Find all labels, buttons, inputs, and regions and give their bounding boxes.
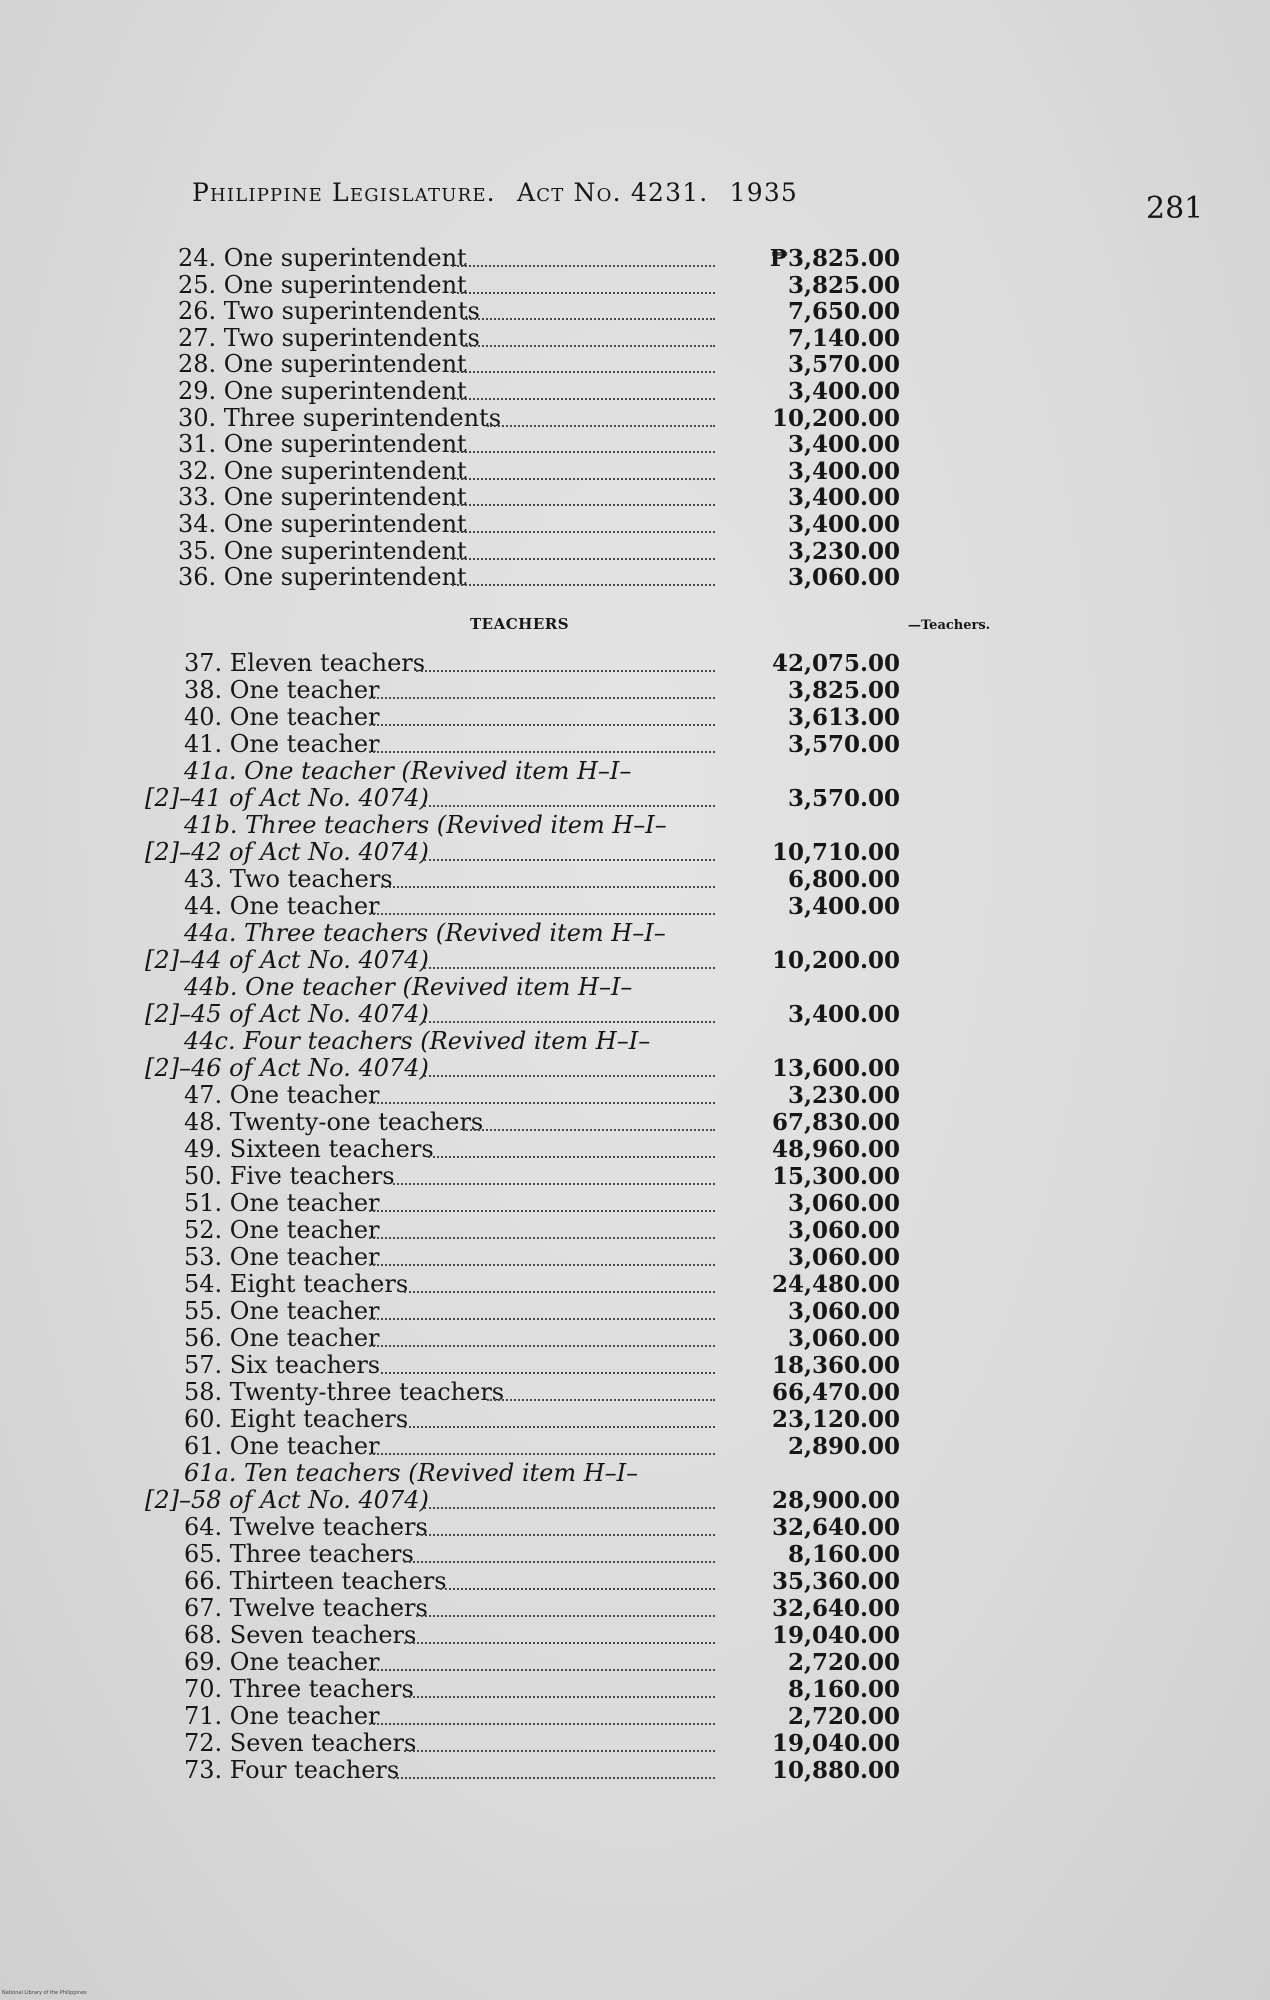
line-item-label: 38. One teacher [184,676,380,704]
line-item-label: 69. One teacher [184,1648,380,1676]
line-item-label: 44b. One teacher (Revived item H–I– [184,973,633,1001]
line-item-label: 48. Twenty-one teachers [184,1108,484,1136]
line-item [0,1217,1270,1244]
dot-leader [404,1696,715,1698]
line-item [0,947,1270,974]
dot-leader [452,531,715,533]
line-item-amount: 3,825.00 [787,677,900,704]
line-item [0,812,1270,839]
dot-leader [404,1426,715,1428]
dot-leader [369,724,715,726]
line-item [0,1622,1270,1649]
line-item [0,1514,1270,1541]
header-year: 1935 [729,178,799,207]
dot-leader [404,1750,715,1752]
dot-leader [424,1075,715,1077]
line-item-label: [2]–44 of Act No. 4074) [145,946,429,974]
line-item-amount: 2,720.00 [787,1703,900,1730]
line-item-label: 66. Thirteen teachers [184,1567,447,1595]
header-title: Philippine Legislature. [192,178,496,207]
line-item-label: 36. One superintendent [178,563,467,591]
line-item [0,1568,1270,1595]
line-item [0,866,1270,893]
line-item-label: 53. One teacher [184,1243,380,1271]
dot-leader [452,558,715,560]
running-head [192,178,810,207]
line-item [0,1460,1270,1487]
line-item [0,1055,1270,1082]
line-item [0,677,1270,704]
line-item-label: 60. Eight teachers [184,1405,409,1433]
line-item-label: 54. Eight teachers [184,1270,409,1298]
line-item-label: [2]–58 of Act No. 4074) [145,1486,429,1514]
dot-leader [369,751,715,753]
line-item-amount: 10,880.00 [771,1757,900,1784]
line-item [0,1028,1270,1055]
line-item [0,272,1270,299]
line-item [0,1001,1270,1028]
line-item-label: 27. Two superintendents [178,324,480,352]
line-item-amount: 19,040.00 [771,1730,900,1757]
line-item [0,785,1270,812]
line-item-amount: 8,160.00 [787,1541,900,1568]
line-item [0,484,1270,511]
line-item [0,405,1270,432]
dot-leader [452,292,715,294]
line-item [0,974,1270,1001]
dot-leader [452,504,715,506]
line-item [0,1352,1270,1379]
line-item-amount: 32,640.00 [771,1514,900,1541]
line-item [0,1190,1270,1217]
line-item-amount: 35,360.00 [771,1568,900,1595]
line-item [0,1379,1270,1406]
line-item-label: 52. One teacher [184,1216,380,1244]
header-act: Act No. 4231. [516,178,709,207]
line-item [0,538,1270,565]
line-item-amount: 3,060.00 [787,1190,900,1217]
line-item-amount: 7,650.00 [787,298,900,325]
line-item-label: 58. Twenty-three teachers [184,1378,505,1406]
line-item-label: 40. One teacher [184,703,380,731]
dot-leader [369,1318,715,1320]
line-item-label: [2]–45 of Act No. 4074) [145,1000,429,1028]
line-item [0,458,1270,485]
line-item-amount: 19,040.00 [771,1622,900,1649]
line-item-label: 44. One teacher [184,892,380,920]
line-item [0,1406,1270,1433]
line-item-label: 50. Five teachers [184,1162,395,1190]
line-item-amount: 10,200.00 [771,405,900,432]
line-item [0,1271,1270,1298]
line-item [0,1649,1270,1676]
dot-leader [424,1021,715,1023]
line-item [0,839,1270,866]
line-item [0,378,1270,405]
line-item-label: 34. One superintendent [178,510,467,538]
line-item-amount: 48,960.00 [771,1136,900,1163]
section-heading: TEACHERS [470,615,570,633]
line-item-amount: 3,230.00 [787,538,900,565]
line-item [0,704,1270,731]
line-item-amount: 18,360.00 [771,1352,900,1379]
dot-leader [424,805,715,807]
dot-leader [452,398,715,400]
line-item-label: 44a. Three teachers (Revived item H–I– [184,919,666,947]
line-item [0,1109,1270,1136]
line-item-amount: 7,140.00 [787,325,900,352]
line-item [0,1541,1270,1568]
line-item-label: 57. Six teachers [184,1351,381,1379]
line-item-label: 37. Eleven teachers [184,649,426,677]
dot-leader [452,265,715,267]
line-item-amount: 3,060.00 [787,564,900,591]
dot-leader [369,1345,715,1347]
dot-leader [440,1588,715,1590]
dot-leader [369,1453,715,1455]
line-item-amount: 3,230.00 [787,1082,900,1109]
line-item [0,298,1270,325]
line-item-label: 33. One superintendent [178,483,467,511]
line-item-amount: 2,720.00 [787,1649,900,1676]
line-item [0,920,1270,947]
line-item [0,1487,1270,1514]
line-item [0,650,1270,677]
line-item-label: 73. Four teachers [184,1756,400,1784]
line-item-label: 49. Sixteen teachers [184,1135,434,1163]
line-item [0,1595,1270,1622]
line-item [0,1757,1270,1784]
line-item [0,1730,1270,1757]
dot-leader [404,1291,715,1293]
line-item [0,1298,1270,1325]
line-item-label: 25. One superintendent [178,271,467,299]
line-item-label: 43. Two teachers [184,865,393,893]
line-item-amount: 28,900.00 [771,1487,900,1514]
line-item-label: 55. One teacher [184,1297,380,1325]
line-item-label: 24. One superintendent [178,244,467,272]
dot-leader [369,1237,715,1239]
line-item-amount: 42,075.00 [771,650,900,677]
line-item-amount: 3,060.00 [787,1325,900,1352]
line-item-label: [2]–41 of Act No. 4074) [145,784,429,812]
line-item [0,564,1270,591]
dot-leader [416,1615,715,1617]
line-item [0,1676,1270,1703]
dot-leader [487,1399,715,1401]
line-item-amount: 3,400.00 [787,511,900,538]
line-item-amount: 3,400.00 [787,458,900,485]
dot-leader [428,1156,715,1158]
dot-leader [369,1210,715,1212]
dot-leader [369,913,715,915]
line-item [0,431,1270,458]
dot-leader [369,1723,715,1725]
line-item [0,1082,1270,1109]
line-item-amount: 3,060.00 [787,1298,900,1325]
line-item-amount: 3,825.00 [787,272,900,299]
line-item-label: 31. One superintendent [178,430,467,458]
line-item-amount: 2,890.00 [787,1433,900,1460]
line-item [0,1244,1270,1271]
footer-note: National Library of the Philippines [2,1990,87,1996]
line-item-label: 61a. Ten teachers (Revived item H–I– [184,1459,639,1487]
line-item-label: 41a. One teacher (Revived item H–I– [184,757,632,785]
dot-leader [369,1102,715,1104]
line-item-label: 56. One teacher [184,1324,380,1352]
line-item-amount: 3,400.00 [787,893,900,920]
line-item-label: 51. One teacher [184,1189,380,1217]
dot-leader [369,697,715,699]
line-item-amount: 3,400.00 [787,484,900,511]
dot-leader [369,1264,715,1266]
line-item [0,245,1270,272]
line-item-amount: 3,570.00 [787,731,900,758]
line-item-label: 47. One teacher [184,1081,380,1109]
line-item-label: 29. One superintendent [178,377,467,405]
line-item-amount: 10,200.00 [771,947,900,974]
dot-leader [463,318,715,320]
dot-leader [424,967,715,969]
line-item [0,351,1270,378]
line-item-amount: 8,160.00 [787,1676,900,1703]
line-item-label: 26. Two superintendents [178,297,480,325]
page-number: 281 [1146,191,1204,226]
dot-leader [424,859,715,861]
line-item [0,758,1270,785]
line-item-amount: 3,613.00 [787,704,900,731]
line-item [0,511,1270,538]
line-item-amount: 32,640.00 [771,1595,900,1622]
line-item-amount: 3,400.00 [787,378,900,405]
line-item [0,325,1270,352]
line-item-amount: ₱3,825.00 [769,245,900,272]
dot-leader [393,1183,715,1185]
line-item-amount: 3,060.00 [787,1217,900,1244]
line-item-amount: 3,570.00 [787,351,900,378]
dot-leader [404,1642,715,1644]
line-item-amount: 23,120.00 [771,1406,900,1433]
margin-note: —Teachers. [908,618,991,633]
dot-leader [416,670,715,672]
line-item-amount: 67,830.00 [771,1109,900,1136]
line-item [0,731,1270,758]
line-item-label: [2]–46 of Act No. 4074) [145,1054,429,1082]
line-item [0,1136,1270,1163]
line-item-amount: 10,710.00 [771,839,900,866]
dot-leader [452,451,715,453]
line-item [0,1163,1270,1190]
dot-leader [452,584,715,586]
dot-leader [404,1561,715,1563]
dot-leader [393,1777,715,1779]
line-item-amount: 15,300.00 [771,1163,900,1190]
dot-leader [452,478,715,480]
line-item-label: 65. Three teachers [184,1540,414,1568]
line-item-label: 32. One superintendent [178,457,467,485]
line-item-label: 64. Twelve teachers [184,1513,428,1541]
line-item-label: 44c. Four teachers (Revived item H–I– [184,1027,651,1055]
dot-leader [487,425,715,427]
line-item-label: 61. One teacher [184,1432,380,1460]
dot-leader [369,1669,715,1671]
line-item-label: 71. One teacher [184,1702,380,1730]
dot-leader [463,1129,715,1131]
line-item-label: 70. Three teachers [184,1675,414,1703]
dot-leader [381,886,715,888]
line-item-amount: 6,800.00 [787,866,900,893]
line-item-amount: 3,060.00 [787,1244,900,1271]
line-item-amount: 24,480.00 [771,1271,900,1298]
dot-leader [381,1372,715,1374]
line-item [0,893,1270,920]
line-item-amount: 3,400.00 [787,1001,900,1028]
dot-leader [463,345,715,347]
line-item-amount: 13,600.00 [771,1055,900,1082]
dot-leader [424,1507,715,1509]
line-item [0,1703,1270,1730]
line-item-label: 35. One superintendent [178,537,467,565]
line-item-amount: 3,570.00 [787,785,900,812]
line-item-amount: 66,470.00 [771,1379,900,1406]
line-item-label: 67. Twelve teachers [184,1594,428,1622]
line-item-label: 68. Seven teachers [184,1621,417,1649]
line-item-label: 41b. Three teachers (Revived item H–I– [184,811,667,839]
line-item-label: 30. Three superintendents [178,404,502,432]
dot-leader [452,371,715,373]
line-item-label: 41. One teacher [184,730,380,758]
line-item [0,1433,1270,1460]
line-item-label: 72. Seven teachers [184,1729,417,1757]
line-item-label: 28. One superintendent [178,350,467,378]
line-item-label: [2]–42 of Act No. 4074) [145,838,429,866]
line-item-amount: 3,400.00 [787,431,900,458]
dot-leader [416,1534,715,1536]
line-item [0,1325,1270,1352]
